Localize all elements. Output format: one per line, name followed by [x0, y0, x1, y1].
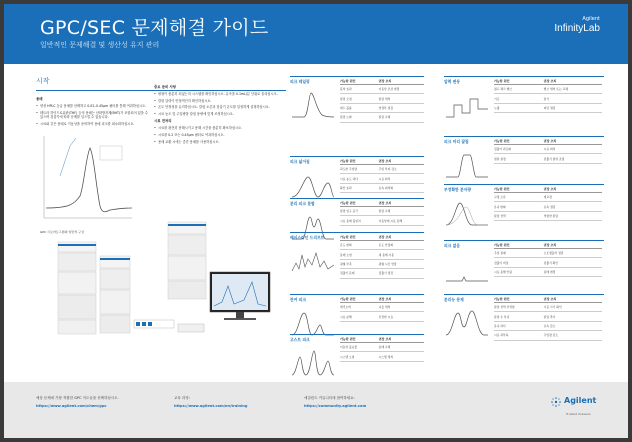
cause-cell: 흡착 효과	[340, 87, 352, 92]
cause-cell: 교정 오류	[494, 195, 506, 200]
table-row	[340, 113, 424, 122]
cause-cell: 용매 오염	[340, 252, 352, 257]
action-cell: 시료 희석	[543, 147, 556, 152]
col-header-cause: 가능한 원인	[494, 243, 510, 247]
section-title: 압력 변동	[444, 79, 460, 84]
action-cell: 용매 변경	[543, 269, 556, 274]
table-row	[494, 154, 602, 163]
cause-cell: 온도 변화	[340, 243, 352, 248]
section-title: 부정확한 분자량	[444, 187, 471, 192]
prep-bullet: • 칼럼 압력이 안정적인지 확인하십시오.	[154, 99, 278, 104]
action-cell: 이동상에 시료 용해	[378, 218, 403, 223]
section-title: 분리능 문제	[444, 297, 464, 302]
cause-cell: 칼럼 오염	[340, 96, 352, 101]
intro-bullet: • 양성 HPLC 등급 용매를 선택하고 0.02–0.45µm 필터를 통해 여과하십시오.	[36, 104, 148, 109]
cause-cell: 이동상 불순물	[340, 345, 358, 350]
cause-cell: 평형 부족	[340, 261, 352, 266]
action-cell: 시료 희석	[378, 176, 391, 181]
col-header-cause: 가능한 원인	[494, 139, 510, 143]
action-cell: 검출기 확인	[543, 260, 559, 265]
col-header-action: 권장 조치	[378, 159, 392, 163]
cause-cell: 유속 과다	[494, 323, 506, 328]
agilent-tagline: Trusted Answers	[566, 412, 591, 416]
cause-cell: 칼럼 선택 부적합	[494, 305, 515, 310]
page-title: GPC/SEC 문제해결 가이드	[40, 17, 269, 39]
cause-cell: 시료 분해	[340, 314, 352, 319]
start-heading: 시작	[36, 77, 50, 85]
section-title: 잔여 피크	[290, 297, 306, 302]
sample-prep-bullet: • 시료를 0.2 또는 0.45µm 필터로 여과하십시오.	[154, 133, 278, 138]
action-cell: 기공 크기 확인	[543, 305, 562, 310]
section-resolution	[444, 294, 604, 374]
footer-text: 교육 과정:	[174, 396, 190, 400]
table-row	[340, 269, 424, 278]
baseline-drift-plot	[290, 245, 336, 277]
footer-text: 예상 문제에 가장 적합한 GPC 지도들을 선택하십시오.	[36, 396, 119, 400]
col-header-cause: 가능한 원인	[340, 297, 356, 301]
action-cell: 니들 세척	[378, 305, 391, 310]
cause-cell: 시료 용매 불일치	[340, 218, 361, 223]
table-row	[494, 331, 602, 340]
cause-cell: 시료 과부하	[494, 333, 509, 338]
table-row	[340, 165, 424, 174]
col-header-cause: 가능한 원인	[340, 235, 356, 239]
cause-action-table	[494, 139, 602, 164]
cause-cell: 과도한 주입량	[340, 167, 358, 172]
table-row	[494, 145, 602, 154]
prep-title: 중요 준비 사항	[154, 85, 177, 89]
col-header-action: 권장 조치	[543, 187, 557, 191]
col-header-action: 권장 조치	[378, 235, 392, 239]
cause-cell: 기포	[494, 96, 500, 101]
col-header-cause: 가능한 원인	[340, 201, 356, 205]
cause-action-table	[494, 79, 602, 113]
section-title: 피크 테일링	[290, 79, 310, 84]
col-header-action: 권장 조치	[543, 297, 557, 301]
table-row	[340, 312, 424, 321]
cause-cell: 시료 용해 안됨	[494, 269, 512, 274]
section-ghost-peaks	[290, 334, 424, 376]
table-row	[494, 268, 602, 277]
col-header-action: 권장 조치	[378, 79, 392, 83]
cause-action-table	[340, 337, 424, 362]
action-cell: 신선한 시료	[378, 314, 394, 319]
table-row	[494, 322, 602, 331]
table-row	[494, 202, 602, 211]
table-row	[340, 352, 424, 361]
action-cell: 유속 점검	[543, 204, 556, 209]
section-pressure	[444, 76, 604, 132]
prep-bullet: • 평형이 충분히 되었는지 시스템을 확인하십시오. 유속을 0.1mL/분 단위로 올리십시오.	[154, 92, 278, 97]
action-cell: 새 용매 사용	[378, 252, 394, 257]
cause-action-table	[494, 297, 602, 341]
cause-cell: 유속 변화	[494, 204, 506, 209]
table-row	[494, 249, 602, 258]
intro-bullet: • 테트라 하이드로퓨란(THF) 등의 용매는 산화방지제(BHT)가 포함되어 있을 수 있으며 검출기에 따라 문제를 일으킬 수 있습니다.	[36, 111, 148, 120]
example-chromatogram	[40, 126, 136, 226]
cause-cell: 칼럼 선택	[494, 213, 506, 218]
intro-block	[36, 96, 148, 128]
footer-block-training	[174, 396, 247, 408]
section-flat-top	[444, 136, 604, 180]
table-row	[494, 85, 602, 94]
action-cell: 오토샘플러 점검	[543, 251, 564, 256]
table-row	[340, 104, 424, 113]
action-cell: 유속 감소	[543, 323, 556, 328]
no-peak-plot	[444, 253, 490, 285]
poster-header	[4, 4, 628, 64]
cause-cell: 시료 농도 과다	[340, 176, 358, 181]
wrong-mw-plot	[444, 197, 490, 229]
table-row	[340, 343, 424, 352]
section-title: 고스트 피크	[290, 337, 310, 342]
cause-action-table	[494, 187, 602, 221]
chromatogram-caption: GPC 크로마토그램의 일반적 구성	[40, 230, 84, 234]
action-cell: 밸브 세척 또는 교체	[543, 87, 568, 92]
table-row	[494, 104, 602, 113]
action-cell: 주입 부피 감소	[378, 167, 397, 172]
table-row	[340, 207, 424, 216]
cause-cell: 검출기 꺼짐	[494, 260, 509, 265]
cause-cell: 캐리오버	[340, 305, 351, 310]
agilent-spark-logo-icon	[550, 396, 562, 408]
col-header-cause: 가능한 원인	[340, 159, 356, 163]
action-cell: 칼럼 교체	[378, 115, 391, 120]
intro-bullet: • 시료와 같은 용매로 이동상을 준비하여 용매 피크를 최소화하십시오.	[36, 122, 148, 127]
table-row	[340, 260, 424, 269]
footer-text: 애질런트 커뮤니티에 참여하세요:	[304, 396, 355, 400]
instrument-photo	[48, 216, 278, 346]
table-row	[340, 216, 424, 225]
peak-tailing-plot	[290, 89, 336, 121]
col-header-action: 권장 조치	[543, 139, 557, 143]
col-header-action: 권장 조치	[543, 243, 557, 247]
table-row	[340, 94, 424, 103]
section-title: 피크 머리 잘림	[444, 139, 469, 144]
table-row	[340, 85, 424, 94]
section-title: 피크 없음	[444, 243, 460, 248]
ghost-peaks-plot	[290, 347, 336, 379]
pressure-plot	[444, 89, 490, 121]
action-cell: 시스템 세척	[378, 354, 394, 359]
section-peak-broadening	[290, 156, 424, 196]
page-subtitle: 일반적인 문제해결 및 생산성 유지 관리	[40, 41, 160, 49]
cause-cell: 확산 효과	[340, 185, 352, 190]
section-title: 베이스라인 드리프트	[290, 235, 325, 240]
section-no-peak	[444, 240, 604, 290]
table-row	[494, 193, 602, 202]
section-wrong-mw	[444, 184, 604, 236]
footer-link-community[interactable]: https://community.agilent.com	[304, 404, 367, 408]
footer-link-training[interactable]: https://www.agilent.com/en/training	[174, 404, 248, 408]
action-cell: 검출기 점검	[378, 271, 394, 276]
cause-cell: 칼럼 수 부족	[494, 314, 510, 319]
peak-broadening-plot	[290, 169, 336, 201]
table-row	[340, 174, 424, 183]
action-cell: 피팅 점검	[543, 105, 556, 110]
action-cell: 탈기	[543, 96, 550, 101]
cause-cell: 주입 실패	[494, 251, 506, 256]
footer-band	[4, 382, 628, 438]
footer-link-gpc[interactable]: https://www.agilent.com/chem/gpc	[36, 404, 107, 408]
section-title: 피크 넓어짐	[290, 159, 310, 164]
col-header-action: 권장 조치	[378, 201, 392, 205]
footer-block-resources	[36, 396, 119, 408]
cause-cell: 칼럼 입구 공극	[340, 209, 358, 214]
section-title: 분리 피크 분할	[290, 201, 315, 206]
sample-prep-bullet: • 용매 교환 시에는 중간 용매를 사용하십시오.	[154, 140, 278, 145]
table-row	[494, 94, 602, 103]
col-header-cause: 가능한 원인	[494, 187, 510, 191]
cause-cell: 칼럼 노화	[340, 115, 352, 120]
col-header-cause: 가능한 원인	[494, 297, 510, 301]
action-cell: 온도 안정화	[378, 243, 394, 248]
action-cell: 칼럼 세척	[378, 96, 391, 101]
table-row	[494, 212, 602, 221]
footer-block-community	[304, 396, 366, 408]
section-peak-tailing	[290, 76, 424, 156]
resolution-plot	[444, 307, 490, 339]
section-residual-peaks	[290, 294, 424, 332]
cause-cell: 검출기 과포화	[494, 147, 512, 152]
flat-top-plot	[444, 149, 490, 181]
agilent-logo-text: Agilent	[564, 396, 597, 405]
sample-prep-bullet: • 시료를 완전히 용해시키고 용해 시간을 충분히 확보하십시오.	[154, 126, 278, 131]
action-cell: 유속 최적화	[378, 185, 394, 190]
col-header-action: 권장 조치	[378, 297, 392, 301]
intro-title: 용매	[36, 97, 43, 101]
cause-cell: 시스템 오염	[340, 354, 355, 359]
brand-infinitylab: InfinityLab	[554, 23, 600, 34]
table-row	[494, 303, 602, 312]
action-cell: 평형 시간 연장	[378, 261, 397, 266]
action-cell: 적합한 칼럼	[543, 213, 559, 218]
prep-block	[154, 84, 278, 146]
cause-action-table	[494, 243, 602, 277]
cause-cell: 누출	[494, 105, 500, 110]
col-header-cause: 가능한 원인	[340, 79, 356, 83]
action-cell: 용매 교체	[378, 345, 391, 350]
action-cell: 칼럼 추가	[543, 314, 556, 319]
col-header-cause: 가능한 원인	[340, 337, 356, 341]
table-row	[340, 250, 424, 259]
action-cell: 이동상 조성 변경	[378, 87, 400, 92]
action-cell: 연결부 점검	[378, 105, 394, 110]
prep-bullet: • 시료 농도 및 주입량을 칼럼 용량에 맞게 조정하십시오.	[154, 112, 278, 117]
brand-agilent-small: Agilent	[582, 16, 600, 22]
cause-action-table	[340, 235, 424, 279]
sample-prep-title: 시료 전처리	[154, 119, 172, 124]
action-cell: 검출기 범위 조정	[543, 156, 565, 161]
action-cell: 재교정	[543, 195, 552, 200]
cause-cell: 검출기 문제	[340, 271, 355, 276]
cause-cell: 펌프 체크 밸브	[494, 87, 512, 92]
cause-action-table	[340, 159, 424, 193]
table-row	[494, 258, 602, 267]
cause-action-table	[340, 201, 424, 226]
action-cell: 주입량 감소	[543, 333, 559, 338]
cause-action-table	[340, 297, 424, 322]
col-header-action: 권장 조치	[378, 337, 392, 341]
action-cell: 칼럼 교체	[378, 209, 391, 214]
poster	[4, 4, 628, 438]
table-row	[340, 184, 424, 193]
cause-action-table	[340, 79, 424, 123]
cause-cell: 데드 볼륨	[340, 105, 352, 110]
col-header-action: 권장 조치	[543, 79, 557, 83]
table-row	[340, 241, 424, 250]
col-header-cause: 가능한 원인	[494, 79, 510, 83]
section-baseline-drift	[290, 232, 424, 288]
table-row	[340, 303, 424, 312]
prep-bullet: • 온도 안정성을 유지하십시오. 칼럼 오븐과 검출기 온도를 일정하게 설정하십시오.	[154, 105, 278, 110]
table-row	[494, 312, 602, 321]
section-split-peaks	[290, 198, 424, 230]
cause-cell: 범위 설정	[494, 156, 506, 161]
